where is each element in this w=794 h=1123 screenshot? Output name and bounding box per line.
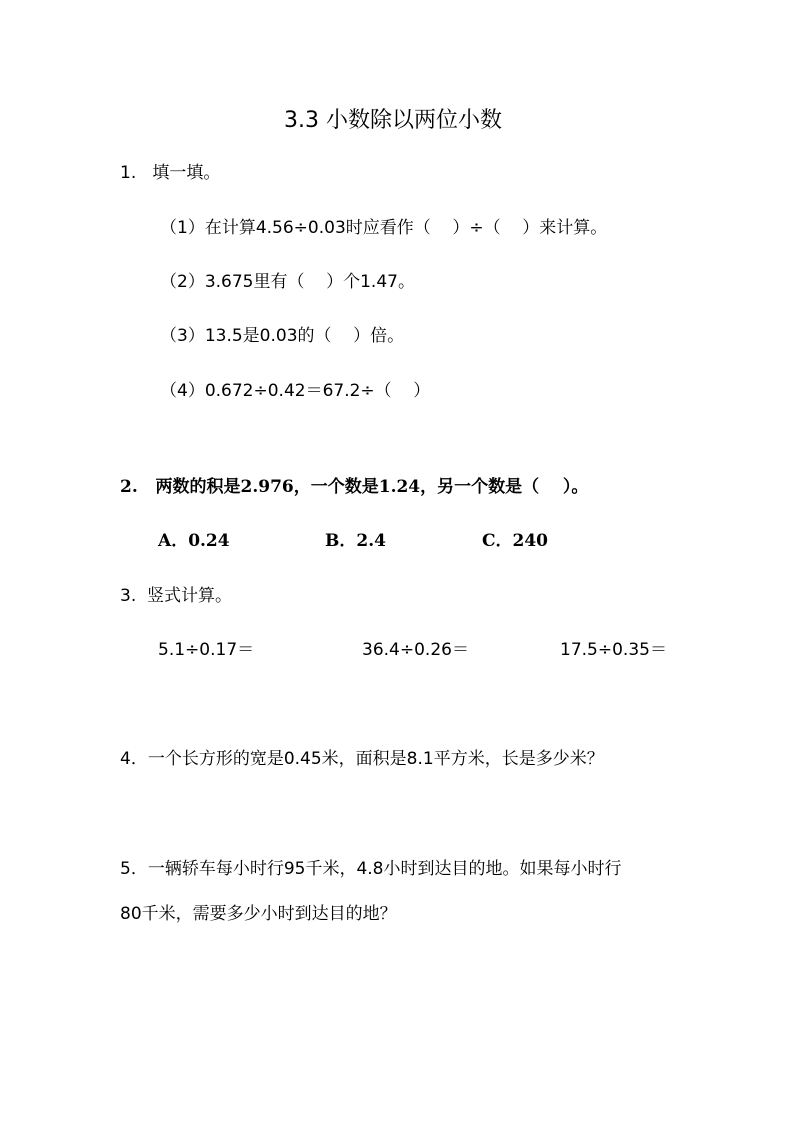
question-3-item-3: 17.5÷0.35＝ [560, 640, 667, 660]
question-1-heading: 1. 填一填。 [120, 163, 221, 183]
question-4-text: 4．一个长方形的宽是0.45米，面积是8.1平方米，长是多少米？ [120, 749, 604, 769]
question-2-option-b: B．2.4 [325, 531, 386, 551]
question-2-option-c: C．240 [482, 531, 549, 551]
question-1-item-4: （4）0.672÷0.42＝67.2÷（ ） [160, 381, 431, 401]
question-3-heading: 3. 竖式计算。 [120, 586, 233, 606]
question-5-line-2: 80千米，需要多少小时到达目的地？ [120, 904, 397, 924]
question-5-line-1: 5．一辆轿车每小时行95千米，4.8小时到达目的地。如果每小时行 [120, 859, 622, 879]
question-1-item-2: （2）3.675里有（ ）个1.47。 [160, 272, 415, 292]
question-2-option-a: A．0.24 [158, 531, 230, 551]
question-2-text: 2. 两数的积是2.976，一个数是1.24，另一个数是（ ）。 [120, 477, 589, 497]
page-title: 3.3 小数除以两位小数 [284, 108, 502, 133]
question-1-item-1: （1）在计算4.56÷0.03时应看作（ ）÷（ ）来计算。 [160, 218, 608, 238]
question-3-item-2: 36.4÷0.26＝ [362, 640, 469, 660]
question-3-item-1: 5.1÷0.17＝ [158, 640, 255, 660]
question-1-item-3: （3）13.5是0.03的（ ）倍。 [160, 326, 405, 346]
